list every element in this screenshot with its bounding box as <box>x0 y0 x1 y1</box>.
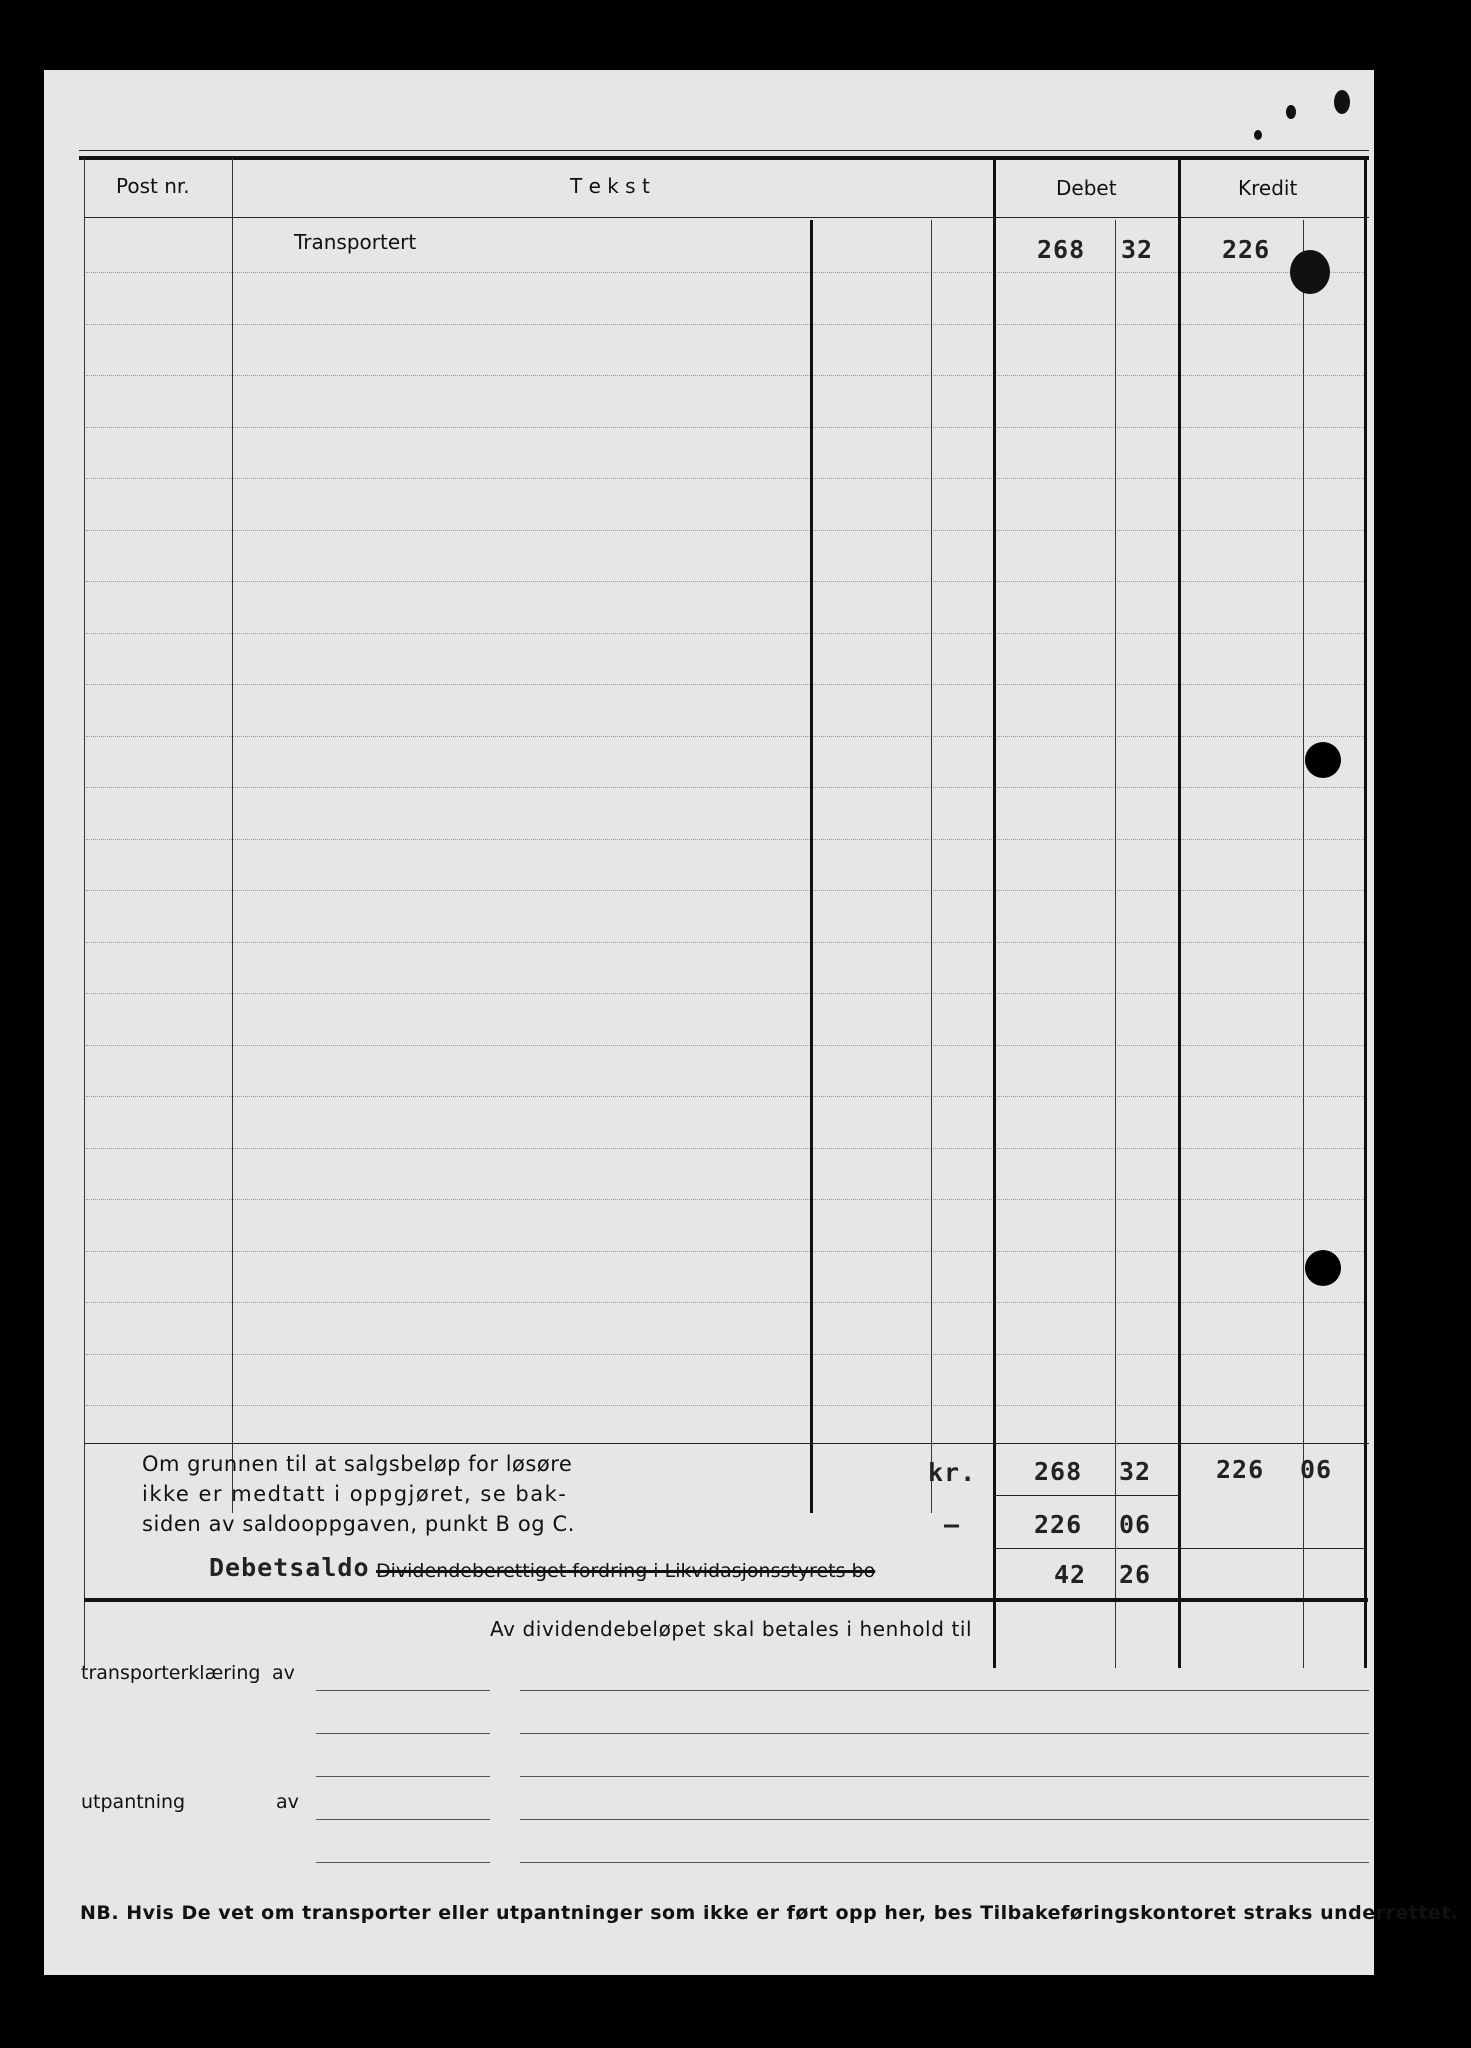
punch-hole-lower <box>1305 1250 1341 1286</box>
top-rule-thick <box>79 156 1369 160</box>
ruled-line <box>86 684 1364 685</box>
payment-line-long <box>520 1776 1369 1777</box>
top-rule-thin <box>79 150 1369 151</box>
sum-debet-ore-1: 32 <box>1119 1457 1152 1486</box>
left-border <box>84 158 85 1668</box>
ruled-line <box>86 633 1364 634</box>
ink-spot-3 <box>1254 130 1262 140</box>
ruled-line <box>86 1096 1364 1097</box>
utpantning-av: av <box>276 1791 299 1813</box>
note-line-2: ikke er medtatt i oppgjøret, se bak- <box>142 1482 568 1506</box>
ruled-line <box>86 1405 1364 1406</box>
note-line-1: Om grunnen til at salgsbeløp for løsøre <box>142 1452 573 1476</box>
dividend-text-content: Dividendeberettiget fordring i Likvidasjonsstyrets bo <box>376 1560 876 1582</box>
payment-line-short <box>316 1690 490 1691</box>
ruled-line <box>86 993 1364 994</box>
col-divider-kredit <box>1178 158 1181 1668</box>
right-border <box>1364 158 1367 1668</box>
debetsaldo-stamp: Debetsaldo <box>209 1553 370 1582</box>
sum-debet-kr-2: 226 <box>1034 1510 1083 1539</box>
col-divider-debet-ore <box>1115 220 1116 1668</box>
ink-blot <box>1290 250 1330 294</box>
transport-debet-kr: 268 <box>1037 235 1086 264</box>
sum-rule-1 <box>994 1495 1179 1496</box>
dividend-text <box>376 1560 875 1582</box>
payment-intro: Av dividendebeløpet skal betales i henhold til <box>490 1617 973 1641</box>
ruled-line <box>86 890 1364 891</box>
ruled-line <box>86 272 1364 273</box>
col-divider-tekst-b <box>931 220 932 1513</box>
punch-hole-upper <box>1305 742 1341 778</box>
ledger-sheet <box>44 70 1459 1975</box>
payment-line-short <box>316 1819 490 1820</box>
payment-line-short <box>316 1776 490 1777</box>
ruled-line <box>86 787 1364 788</box>
col-divider-kredit-ore <box>1303 220 1304 1668</box>
ruled-line <box>86 530 1364 531</box>
payment-line-short <box>316 1733 490 1734</box>
col-divider-tekst-a <box>810 220 813 1513</box>
transport-label-payment: transporterklæring <box>81 1662 261 1684</box>
utpantning-label: utpantning <box>81 1791 186 1813</box>
sum-debet-ore-2: 06 <box>1119 1510 1152 1539</box>
ruled-line <box>86 1199 1364 1200</box>
sum-debet-ore-3: 26 <box>1119 1560 1152 1589</box>
ruled-line <box>86 1045 1364 1046</box>
sum-rule-2 <box>994 1548 1364 1549</box>
ruled-line <box>86 375 1364 376</box>
ruled-line <box>86 1148 1364 1149</box>
payment-line-long <box>520 1690 1369 1691</box>
transport-debet-ore: 32 <box>1121 235 1154 264</box>
payment-line-long <box>520 1819 1369 1820</box>
ink-spot-1 <box>1286 105 1296 119</box>
payment-line-long <box>520 1862 1369 1863</box>
col-divider-debet <box>993 158 996 1668</box>
note-line-3: siden av saldooppgaven, punkt B og C. <box>142 1512 576 1536</box>
transport-av: av <box>272 1662 295 1684</box>
payment-line-short <box>316 1862 490 1863</box>
ruled-line <box>86 324 1364 325</box>
payment-line-long <box>520 1733 1369 1734</box>
header-kredit: Kredit <box>1238 176 1298 200</box>
minus-label: – <box>944 1510 961 1539</box>
sum-kredit-ore-1: 06 <box>1300 1455 1333 1484</box>
table-bottom-rule <box>84 1598 1368 1602</box>
footer-note: NB. Hvis De vet om transporter eller utpantninger som ikke er ført opp her, bes Tilbakeføringskontoret straks underrettet. <box>80 1902 1459 1924</box>
ruled-line <box>86 1251 1364 1252</box>
ruled-line <box>86 581 1364 582</box>
header-tekst: T e k s t <box>570 174 650 198</box>
header-post-nr: Post nr. <box>116 174 190 198</box>
ruled-line <box>86 1354 1364 1355</box>
ruled-line <box>86 1302 1364 1303</box>
sum-debet-kr-3: 42 <box>1054 1560 1087 1589</box>
ruled-line <box>86 427 1364 428</box>
ink-spot-2 <box>1334 90 1350 114</box>
header-debet: Debet <box>1056 176 1117 200</box>
sum-kredit-kr-1: 226 <box>1216 1455 1265 1484</box>
summary-rule <box>84 1443 1369 1444</box>
col-divider-post <box>232 158 233 1513</box>
ruled-line <box>86 839 1364 840</box>
sum-debet-kr-1: 268 <box>1034 1457 1083 1486</box>
transport-label: Transportert <box>294 230 417 254</box>
ruled-line <box>86 942 1364 943</box>
ruled-line <box>86 478 1364 479</box>
header-rule <box>84 217 1369 218</box>
kr-label: kr. <box>928 1458 977 1487</box>
ruled-line <box>86 736 1364 737</box>
transport-kredit-kr: 226 <box>1222 235 1271 264</box>
